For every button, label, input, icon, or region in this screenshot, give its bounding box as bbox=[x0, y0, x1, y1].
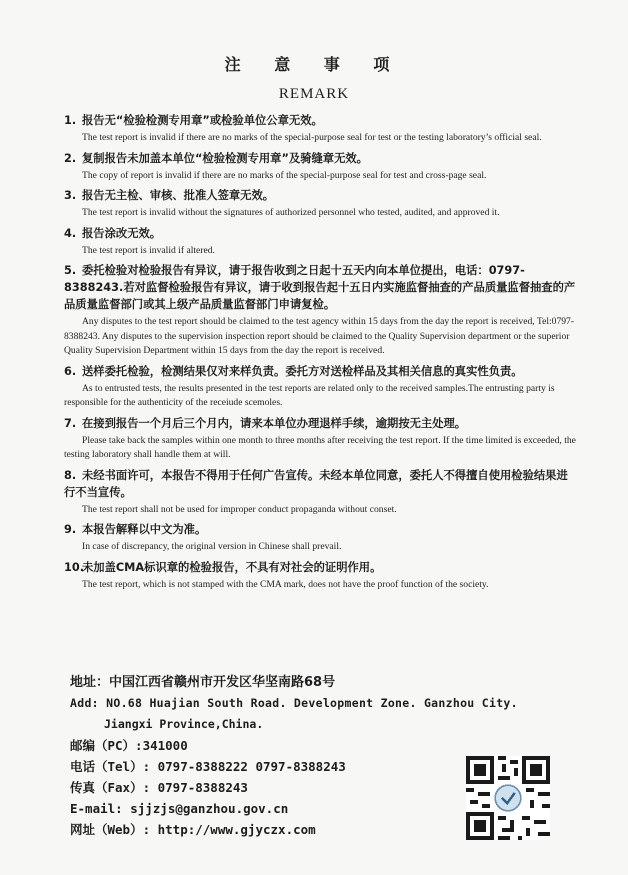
remark-number: 4. bbox=[64, 226, 77, 240]
remark-item bbox=[64, 521, 576, 555]
remark-item bbox=[64, 559, 576, 593]
address-cn: 地址：中国江西省赣州市开发区华坚南路68号 bbox=[70, 675, 336, 690]
remark-item bbox=[64, 415, 576, 463]
remark-list bbox=[64, 112, 576, 596]
website-link[interactable]: 网址（Web）: http://www.gjyczx.com bbox=[70, 822, 316, 837]
remark-text-cn: 复制报告未加盖本单位“检验检测专用章”及骑缝章无效。 bbox=[82, 151, 368, 165]
remark-item bbox=[64, 112, 576, 146]
email-link[interactable]: E-mail: sjjzjs@ganzhou.gov.cn bbox=[70, 801, 289, 816]
remark-item bbox=[64, 225, 576, 259]
remark-text-cn: 报告涂改无效。 bbox=[82, 226, 162, 240]
remark-text-en: The test report shall not be used for improper conduct propaganda without conset. bbox=[82, 503, 397, 515]
remark-item bbox=[64, 363, 576, 411]
remark-item bbox=[64, 150, 576, 184]
remark-text-en: The test report is invalid if altered. bbox=[82, 244, 215, 256]
remark-text-en: The test report is invalid if there are no marks of the special-purpose seal for test or the testing laboratory’s official seal. bbox=[82, 132, 542, 143]
qr-code-icon bbox=[466, 756, 550, 840]
remark-number: 5. bbox=[64, 264, 77, 277]
remark-text-cn: 未经书面许可，本报告不得用于任何广告宣传。未经本单位同意，委托人不得擅自使用检验结果进行不当宣传。 bbox=[64, 468, 568, 499]
remark-text-cn: 委托检验对检验报告有异议，请于报告收到之日起十五天内向本单位提出，电话：0797-8388243.若对监督检验报告有异议，请于收到报告起十五日内实施监督抽查的产品质量监督抽查的产品质量监督部门或其上级产品质量监督部门申请复检。 bbox=[64, 264, 576, 311]
remark-number: 9. bbox=[64, 523, 77, 536]
remark-item bbox=[64, 262, 576, 359]
remark-number: 1. bbox=[64, 114, 77, 127]
remark-text-en: As to entrusted tests, the results presented in the test reports are related only to the received samples.The entrusting party is responsible for the authenticity of the receiude scemoles. bbox=[64, 382, 555, 408]
remark-item bbox=[64, 187, 576, 221]
remark-text-cn: 报告无“检验检测专用章”或检验单位公章无效。 bbox=[82, 114, 323, 127]
remark-text-cn: 在接到报告一个月后三个月内，请来本单位办理退样手续，逾期按无主处理。 bbox=[82, 416, 467, 430]
remark-number: 8. bbox=[64, 468, 77, 482]
remark-item bbox=[64, 467, 576, 518]
contact-block bbox=[70, 672, 518, 840]
remark-text-cn: 本报告解释以中文为准。 bbox=[82, 523, 207, 536]
telephone: 电话（Tel）: 0797-8388222 0797-8388243 bbox=[70, 759, 346, 774]
page-title-en: REMARK bbox=[278, 86, 350, 102]
remark-text-en: The test report, which is not stamped with the CMA mark, does not have the proof function of the society. bbox=[82, 578, 489, 590]
postcode: 邮编（PC）:341000 bbox=[70, 738, 188, 753]
page-title-cn: 注 意 事 项 bbox=[224, 55, 404, 74]
address-en-line2: Jiangxi Province,China. bbox=[104, 717, 264, 731]
remark-text-en: Any disputes to the test report should be claimed to the test agency within 15 days from the day the report is received, Tel:0797-8388243. Any disputes to the supervision inspection report should be claimed to the Quality Supervision department or the superior Quality Supervision Department within 15 days from the day the report is received. bbox=[64, 316, 575, 356]
remark-text-en: The copy of report is invalid if there are no marks of the special-purpose seal for test and cross-page seal. bbox=[82, 169, 487, 181]
fax: 传真（Fax）: 0797-8388243 bbox=[70, 780, 248, 795]
remark-number: 2. bbox=[64, 151, 77, 165]
address-en-line1: Add: NO.68 Huajian South Road. Development Zone. Ganzhou City. bbox=[70, 696, 518, 710]
remark-text-en: The test report is invalid without the signatures of authorized personnel who tested, audited, and approved it. bbox=[82, 207, 500, 218]
remark-text-cn: 报告无主检、审核、批准人签章无效。 bbox=[82, 189, 275, 202]
remark-number: 3. bbox=[64, 189, 77, 202]
remark-number: 10. bbox=[64, 560, 85, 574]
remark-text-cn: 未加盖CMA标识章的检验报告，不具有对社会的证明作用。 bbox=[82, 560, 382, 574]
remark-number: 6. bbox=[64, 364, 77, 378]
remark-text-en: In case of discrepancy, the original version in Chinese shall prevail. bbox=[82, 541, 342, 552]
remark-text-cn: 送样委托检验，检测结果仅对来样负责。委托方对送检样品及其相关信息的真实性负责。 bbox=[82, 364, 523, 378]
remark-text-en: Please take back the samples within one month to three months after receiving the test report. If the time limited is exceeded, the testing laboratory shall handle them at will. bbox=[64, 434, 576, 460]
remark-number: 7. bbox=[64, 416, 77, 430]
